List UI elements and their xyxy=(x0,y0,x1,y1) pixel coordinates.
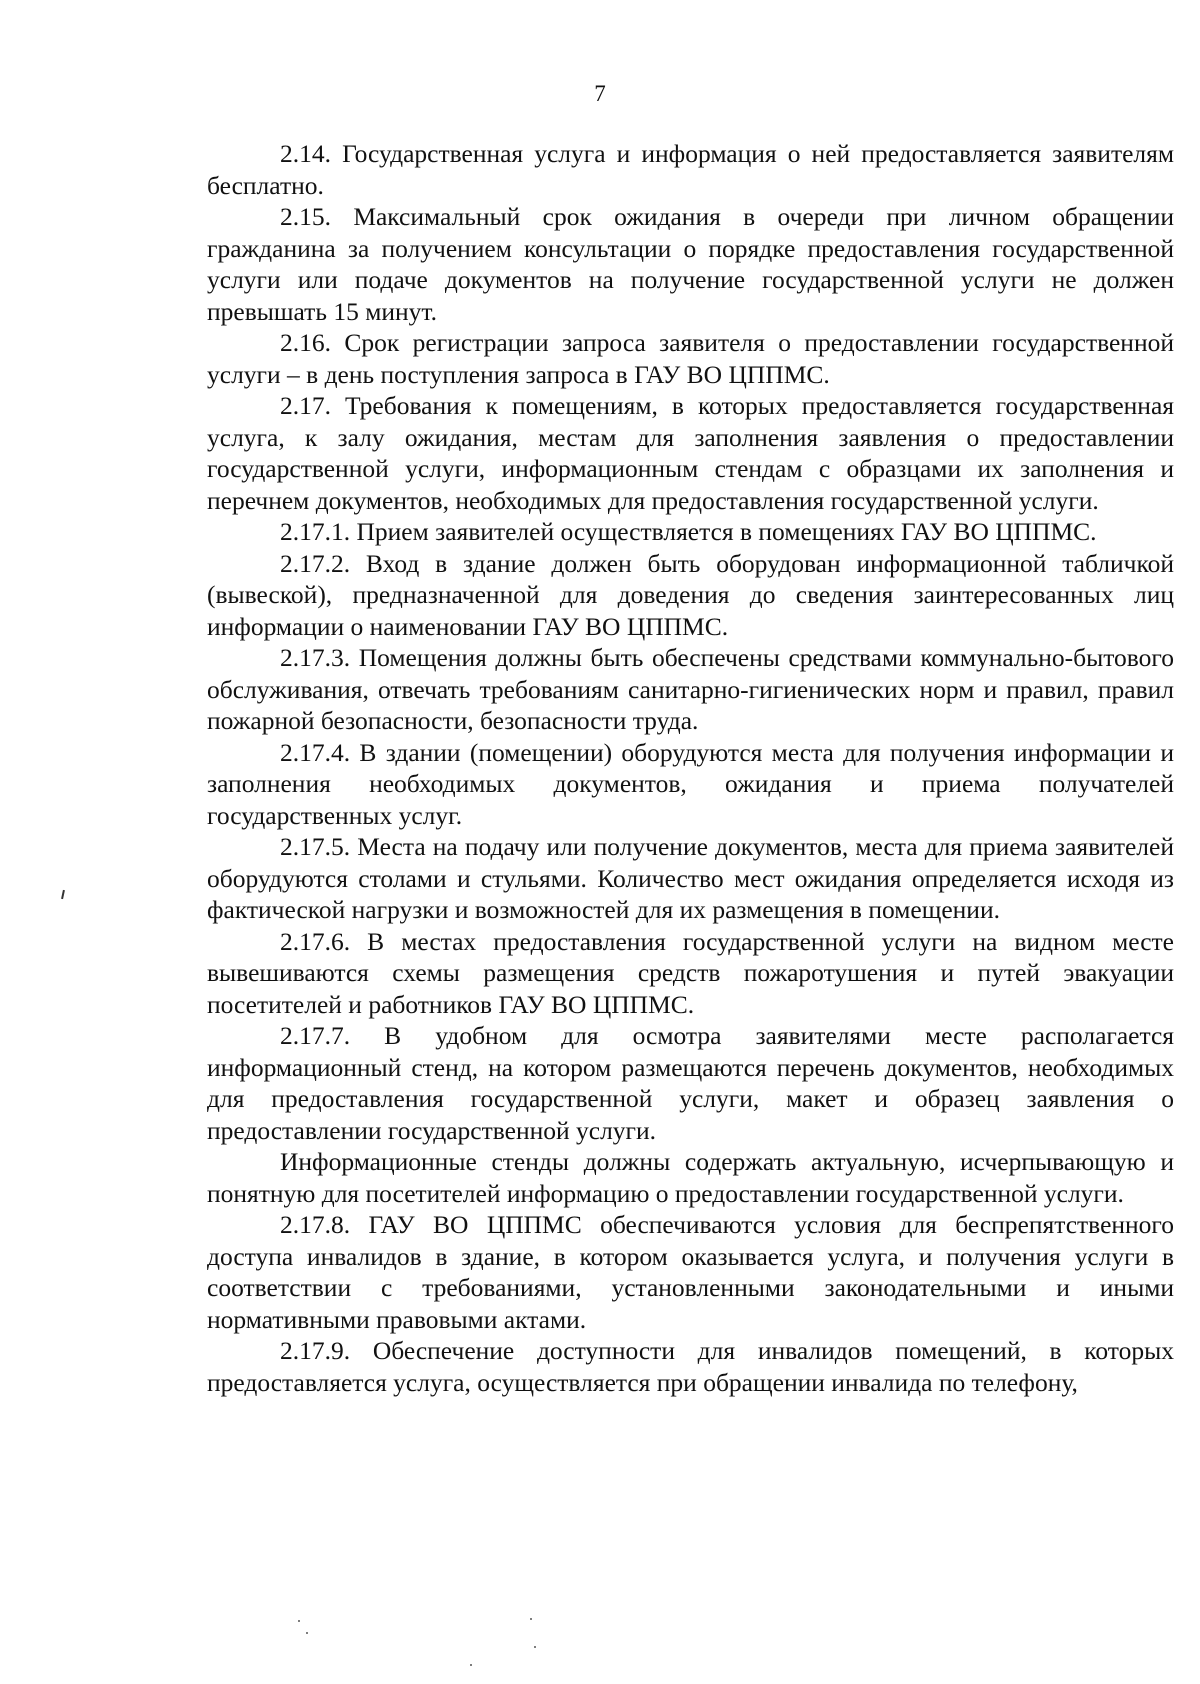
paragraph-2-17-9: 2.17.9. Обеспечение доступности для инвалидов помещений, в которых предоставляется услуга, осуществляется при обращении инвалида по телефону, xyxy=(207,1336,1174,1397)
document-body xyxy=(207,138,1174,1398)
paragraph-2-15: 2.15. Максимальный срок ожидания в очереди при личном обращении гражданина за получением консультации о порядке предоставления государственной услуги или подаче документов на получение государственной услуги не должен превышать 15 минут. xyxy=(207,202,1174,326)
paragraph-2-17-5: 2.17.5. Места на подачу или получение документов, места для приема заявителей оборудуются столами и стульями. Количество мест ожидания определяется исходя из фактической нагрузки и возможностей для их размещения в помещении. xyxy=(207,832,1174,924)
paragraph-2-14: 2.14. Государственная услуга и информация о ней предоставляется заявителям бесплатно. xyxy=(207,139,1174,200)
paragraph-2-17-3: 2.17.3. Помещения должны быть обеспечены средствами коммунально-бытового обслуживания, отвечать требованиям санитарно-гигиенических норм и правил, правил пожарной безопасности, безопасности труда. xyxy=(207,643,1174,735)
scan-mark xyxy=(61,890,65,899)
paragraph-2-17-6: 2.17.6. В местах предоставления государственной услуги на видном месте вывешиваются схемы размещения средств пожаротушения и путей эвакуации посетителей и работников ГАУ ВО ЦППМС. xyxy=(207,926,1174,1019)
paragraph-2-17-7: 2.17.7. В удобном для осмотра заявителями месте располагается информационный стенд, на котором размещаются перечень документов, необходимых для предоставления государственной услуги, макет и образец заявления о предоставлении государственной услуги. xyxy=(207,1021,1174,1145)
paragraph-2-16: 2.16. Срок регистрации запроса заявителя о предоставлении государственной услуги – в день поступления запроса в ГАУ ВО ЦППМС. xyxy=(207,328,1174,389)
scan-speck xyxy=(470,1664,472,1666)
paragraph-2-17-8: 2.17.8. ГАУ ВО ЦППМС обеспечиваются условия для беспрепятственного доступа инвалидов в здание, в котором оказывается услуга, и получения услуги в соответствии с требованиями, установленными законодательными и иными нормативными правовыми актами. xyxy=(207,1210,1174,1334)
page-number: 7 xyxy=(594,81,606,106)
paragraph-information-stands: Информационные стенды должны содержать актуальную, исчерпывающую и понятную для посетителей информацию о предоставлении государственной услуги. xyxy=(207,1147,1174,1208)
scan-speck xyxy=(534,1646,536,1648)
paragraph-2-17-2: 2.17.2. Вход в здание должен быть оборудован информационной табличкой (вывеской), предназначенной для доведения до сведения заинтересованных лиц информации о наименовании ГАУ ВО ЦППМС. xyxy=(207,548,1174,641)
scan-speck xyxy=(530,1618,532,1620)
scan-speck xyxy=(306,1632,308,1634)
paragraph-2-17-4: 2.17.4. В здании (помещении) оборудуются места для получения информации и заполнения необходимых документов, ожидания и приема получателей государственных услуг. xyxy=(207,737,1174,830)
paragraph-2-17-1: 2.17.1. Прием заявителей осуществляется в помещениях ГАУ ВО ЦППМС. xyxy=(280,517,1097,546)
paragraph-2-17: 2.17. Требования к помещениям, в которых предоставляется государственная услуга, к залу ожидания, местам для заполнения заявления о предоставлении государственной услуги, информационным стендам с образцами их заполнения и перечнем документов, необходимых для предоставления государственной услуги. xyxy=(207,391,1174,515)
scan-speck xyxy=(298,1620,300,1622)
